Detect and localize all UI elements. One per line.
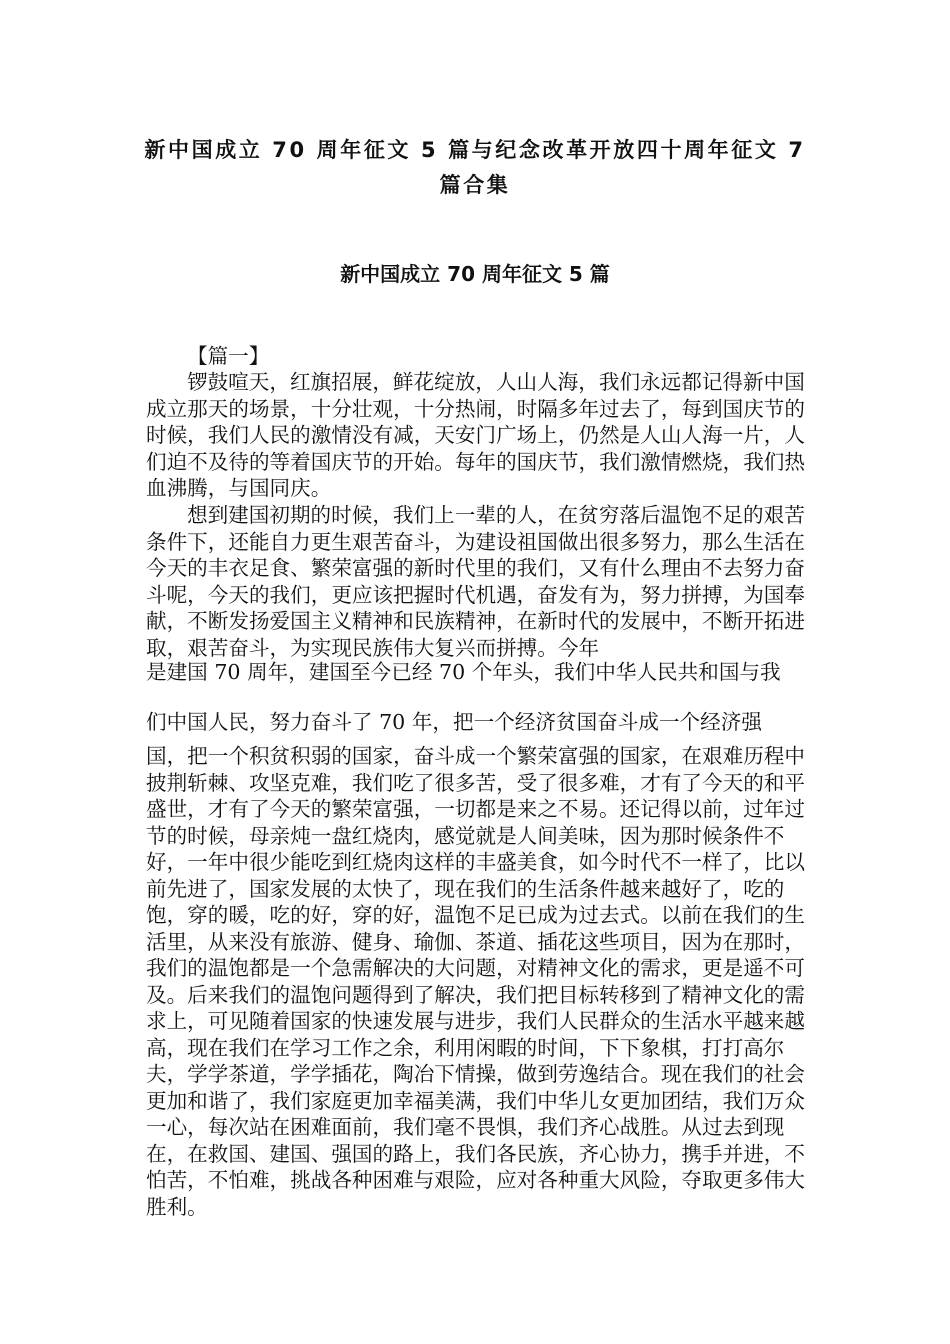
paragraph-1 bbox=[146, 369, 808, 502]
paragraph-3: 国，把一个积贫积弱的国家，奋斗成一个繁荣富强的国家，在艰难历程中披荆斩棘、攻坚克难，我们吃了很多苦，受了很多难，才有了今天的和平盛世，才有了今天的繁荣富强，一切都是来之不易。还记得以前，过年过节的时候，母亲炖一盘红烧肉，感觉就是人间美味，因为那时候条件不好，一年中很少能吃到红烧肉这样的丰盛美食，如今时代不一样了，比以前先进了，国家发展的太快了，现在我们的生活条件越来越好了，吃的饱，穿的暖，吃的好，穿的好，温饱不足已成为过去式。以前在我们的生活里，从来没有旅游、健身、瑜伽、茶道、插花这些项目，因为在那时，我们的温饱都是一个急需解决的大问题，对精神文化的需求，更是遥不可及。后来我们的温饱问题得到了解决，我们把目标转移到了精神文化的需求上，可见随着国家的快速发展与进步，我们人民群众的生活水平越来越高，现在我们在学习工作之余，利用闲暇的时间，下下象棋，打打高尔夫，学学茶道，学学插花，陶冶下情操，做到劳逸结合。现在我们的社会更加和谐了，我们家庭更加幸福美满，我们中华儿女更加团结，我们万众一心，每次站在困难面前，我们毫不畏惧，我们齐心战胜。从过去到现在，在救国、建国、强国的路上，我们各民族，齐心协力，携手并进，不怕苦，不怕难，挑战各种困难与艰险，应对各种重大风险，夺取更多伟大胜利。 bbox=[146, 744, 805, 1219]
document-title: 新中国成立 70 周年征文 5 篇与纪念改革开放四十周年征文 7 篇合集 bbox=[144, 138, 806, 197]
section-label bbox=[146, 343, 808, 370]
paragraph-2-continuation-line-2: 们中国人民，努力奋斗了 70 年，把一个经济贫国奋斗成一个经济强 bbox=[146, 710, 762, 734]
paragraph-1-text: 锣鼓喧天，红旗招展，鲜花绽放，人山人海，我们永远都记得新中国成立那天的场景，十分壮观，十分热闹，时隔多年过去了，每到国庆节的时候，我们人民的激情没有减，天安门广场上，仍然是人山人海一片，人们迫不及待的等着国庆节的开始。每年的国庆节，我们激情燃烧，我们热血沸腾，与国同庆。 bbox=[146, 370, 805, 500]
paragraph-2 bbox=[146, 502, 808, 661]
section-label-text: 【篇一】 bbox=[187, 344, 270, 368]
paragraph-2-continuation-line-1: 是建国 70 周年，建国至今已经 70 个年头，我们中华人民共和国与我 bbox=[146, 660, 781, 684]
section-title: 新中国成立 70 周年征文 5 篇 bbox=[340, 262, 610, 286]
paragraph-2-text: 想到建国初期的时候，我们上一辈的人，在贫穷落后温饱不足的艰苦条件下，还能自力更生艰苦奋斗，为建设祖国做出很多努力，那么生活在今天的丰衣足食、繁荣富强的新时代里的我们，又有什么理由不去努力奋斗呢，今天的我们，更应该把握时代机遇，奋发有为，努力拼搏，为国奉献，不断发扬爱国主义精神和民族精神，在新时代的发展中，不断开拓进取，艰苦奋斗，为实现民族伟大复兴而拼搏。今年 bbox=[146, 503, 805, 660]
